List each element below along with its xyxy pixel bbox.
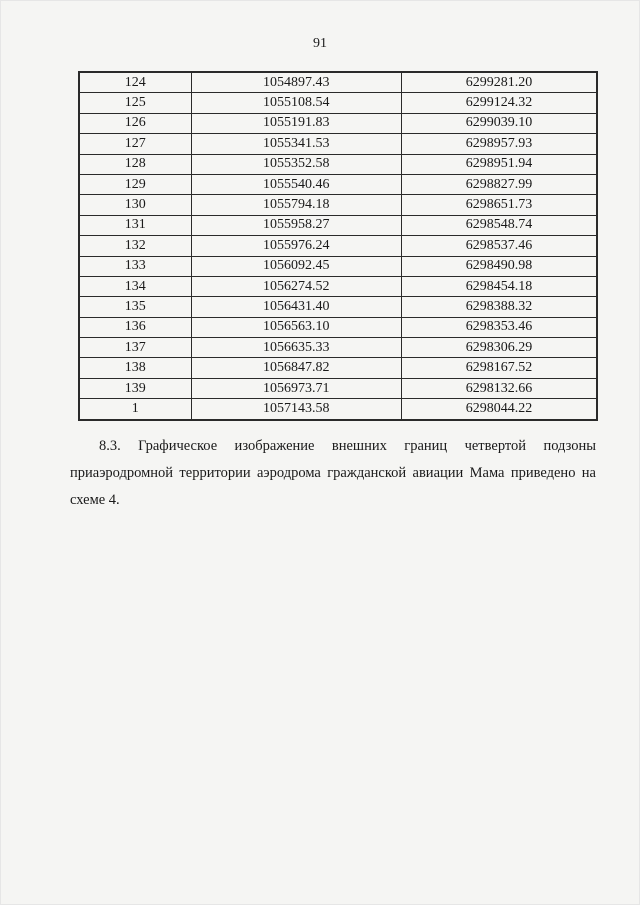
paragraph-8-3 — [70, 433, 596, 514]
table-row — [79, 297, 597, 317]
y-coordinate-cell: 6298132.66 — [402, 378, 597, 398]
y-coordinate-cell: 6298548.74 — [402, 215, 597, 235]
point-number-cell: 136 — [79, 317, 191, 337]
x-coordinate-cell: 1055976.24 — [191, 236, 402, 256]
x-coordinate-cell: 1055958.27 — [191, 215, 402, 235]
table-row — [79, 72, 597, 93]
x-coordinate-cell: 1056973.71 — [191, 378, 402, 398]
table-row — [79, 358, 597, 378]
point-number-cell: 139 — [79, 378, 191, 398]
paragraph-line-3: схеме 4. — [70, 492, 120, 508]
table-row — [79, 215, 597, 235]
y-coordinate-cell: 6298957.93 — [402, 134, 597, 154]
point-number-cell: 137 — [79, 338, 191, 358]
x-coordinate-cell: 1056563.10 — [191, 317, 402, 337]
y-coordinate-cell: 6298306.29 — [402, 338, 597, 358]
y-coordinate-cell: 6299124.32 — [402, 93, 597, 113]
coordinates-table — [78, 71, 598, 421]
y-coordinate-cell: 6298167.52 — [402, 358, 597, 378]
point-number-cell: 134 — [79, 276, 191, 296]
table-row — [79, 113, 597, 133]
table-row — [79, 174, 597, 194]
x-coordinate-cell: 1055108.54 — [191, 93, 402, 113]
x-coordinate-cell: 1056274.52 — [191, 276, 402, 296]
y-coordinate-cell: 6299039.10 — [402, 113, 597, 133]
coordinates-table-body — [79, 72, 597, 420]
table-row — [79, 134, 597, 154]
x-coordinate-cell: 1055191.83 — [191, 113, 402, 133]
x-coordinate-cell: 1056431.40 — [191, 297, 402, 317]
paragraph-line-1: 8.3. Графическое изображение внешних границ четвертой подзоны — [99, 438, 596, 454]
point-number-cell: 138 — [79, 358, 191, 378]
x-coordinate-cell: 1055794.18 — [191, 195, 402, 215]
x-coordinate-cell: 1055341.53 — [191, 134, 402, 154]
y-coordinate-cell: 6298044.22 — [402, 399, 597, 420]
x-coordinate-cell: 1056847.82 — [191, 358, 402, 378]
y-coordinate-cell: 6298651.73 — [402, 195, 597, 215]
y-coordinate-cell: 6298388.32 — [402, 297, 597, 317]
table-row — [79, 195, 597, 215]
y-coordinate-cell: 6298490.98 — [402, 256, 597, 276]
table-row — [79, 399, 597, 420]
point-number-cell: 133 — [79, 256, 191, 276]
y-coordinate-cell: 6299281.20 — [402, 72, 597, 93]
table-row — [79, 378, 597, 398]
page-number: 91 — [313, 36, 327, 51]
y-coordinate-cell: 6298951.94 — [402, 154, 597, 174]
table-row — [79, 256, 597, 276]
table-row — [79, 276, 597, 296]
x-coordinate-cell: 1056092.45 — [191, 256, 402, 276]
x-coordinate-cell: 1055540.46 — [191, 174, 402, 194]
table-row — [79, 236, 597, 256]
point-number-cell: 127 — [79, 134, 191, 154]
point-number-cell: 124 — [79, 72, 191, 93]
paragraph-line-2: приаэродромной территории аэродрома гражданской авиации Мама приведено на — [70, 465, 596, 481]
x-coordinate-cell: 1056635.33 — [191, 338, 402, 358]
table-row — [79, 154, 597, 174]
point-number-cell: 131 — [79, 215, 191, 235]
point-number-cell: 129 — [79, 174, 191, 194]
y-coordinate-cell: 6298537.46 — [402, 236, 597, 256]
table-row — [79, 338, 597, 358]
point-number-cell: 135 — [79, 297, 191, 317]
point-number-cell: 128 — [79, 154, 191, 174]
point-number-cell: 130 — [79, 195, 191, 215]
y-coordinate-cell: 6298353.46 — [402, 317, 597, 337]
y-coordinate-cell: 6298454.18 — [402, 276, 597, 296]
point-number-cell: 1 — [79, 399, 191, 420]
y-coordinate-cell: 6298827.99 — [402, 174, 597, 194]
point-number-cell: 132 — [79, 236, 191, 256]
x-coordinate-cell: 1054897.43 — [191, 72, 402, 93]
point-number-cell: 126 — [79, 113, 191, 133]
x-coordinate-cell: 1055352.58 — [191, 154, 402, 174]
point-number-cell: 125 — [79, 93, 191, 113]
x-coordinate-cell: 1057143.58 — [191, 399, 402, 420]
table-row — [79, 93, 597, 113]
table-row — [79, 317, 597, 337]
